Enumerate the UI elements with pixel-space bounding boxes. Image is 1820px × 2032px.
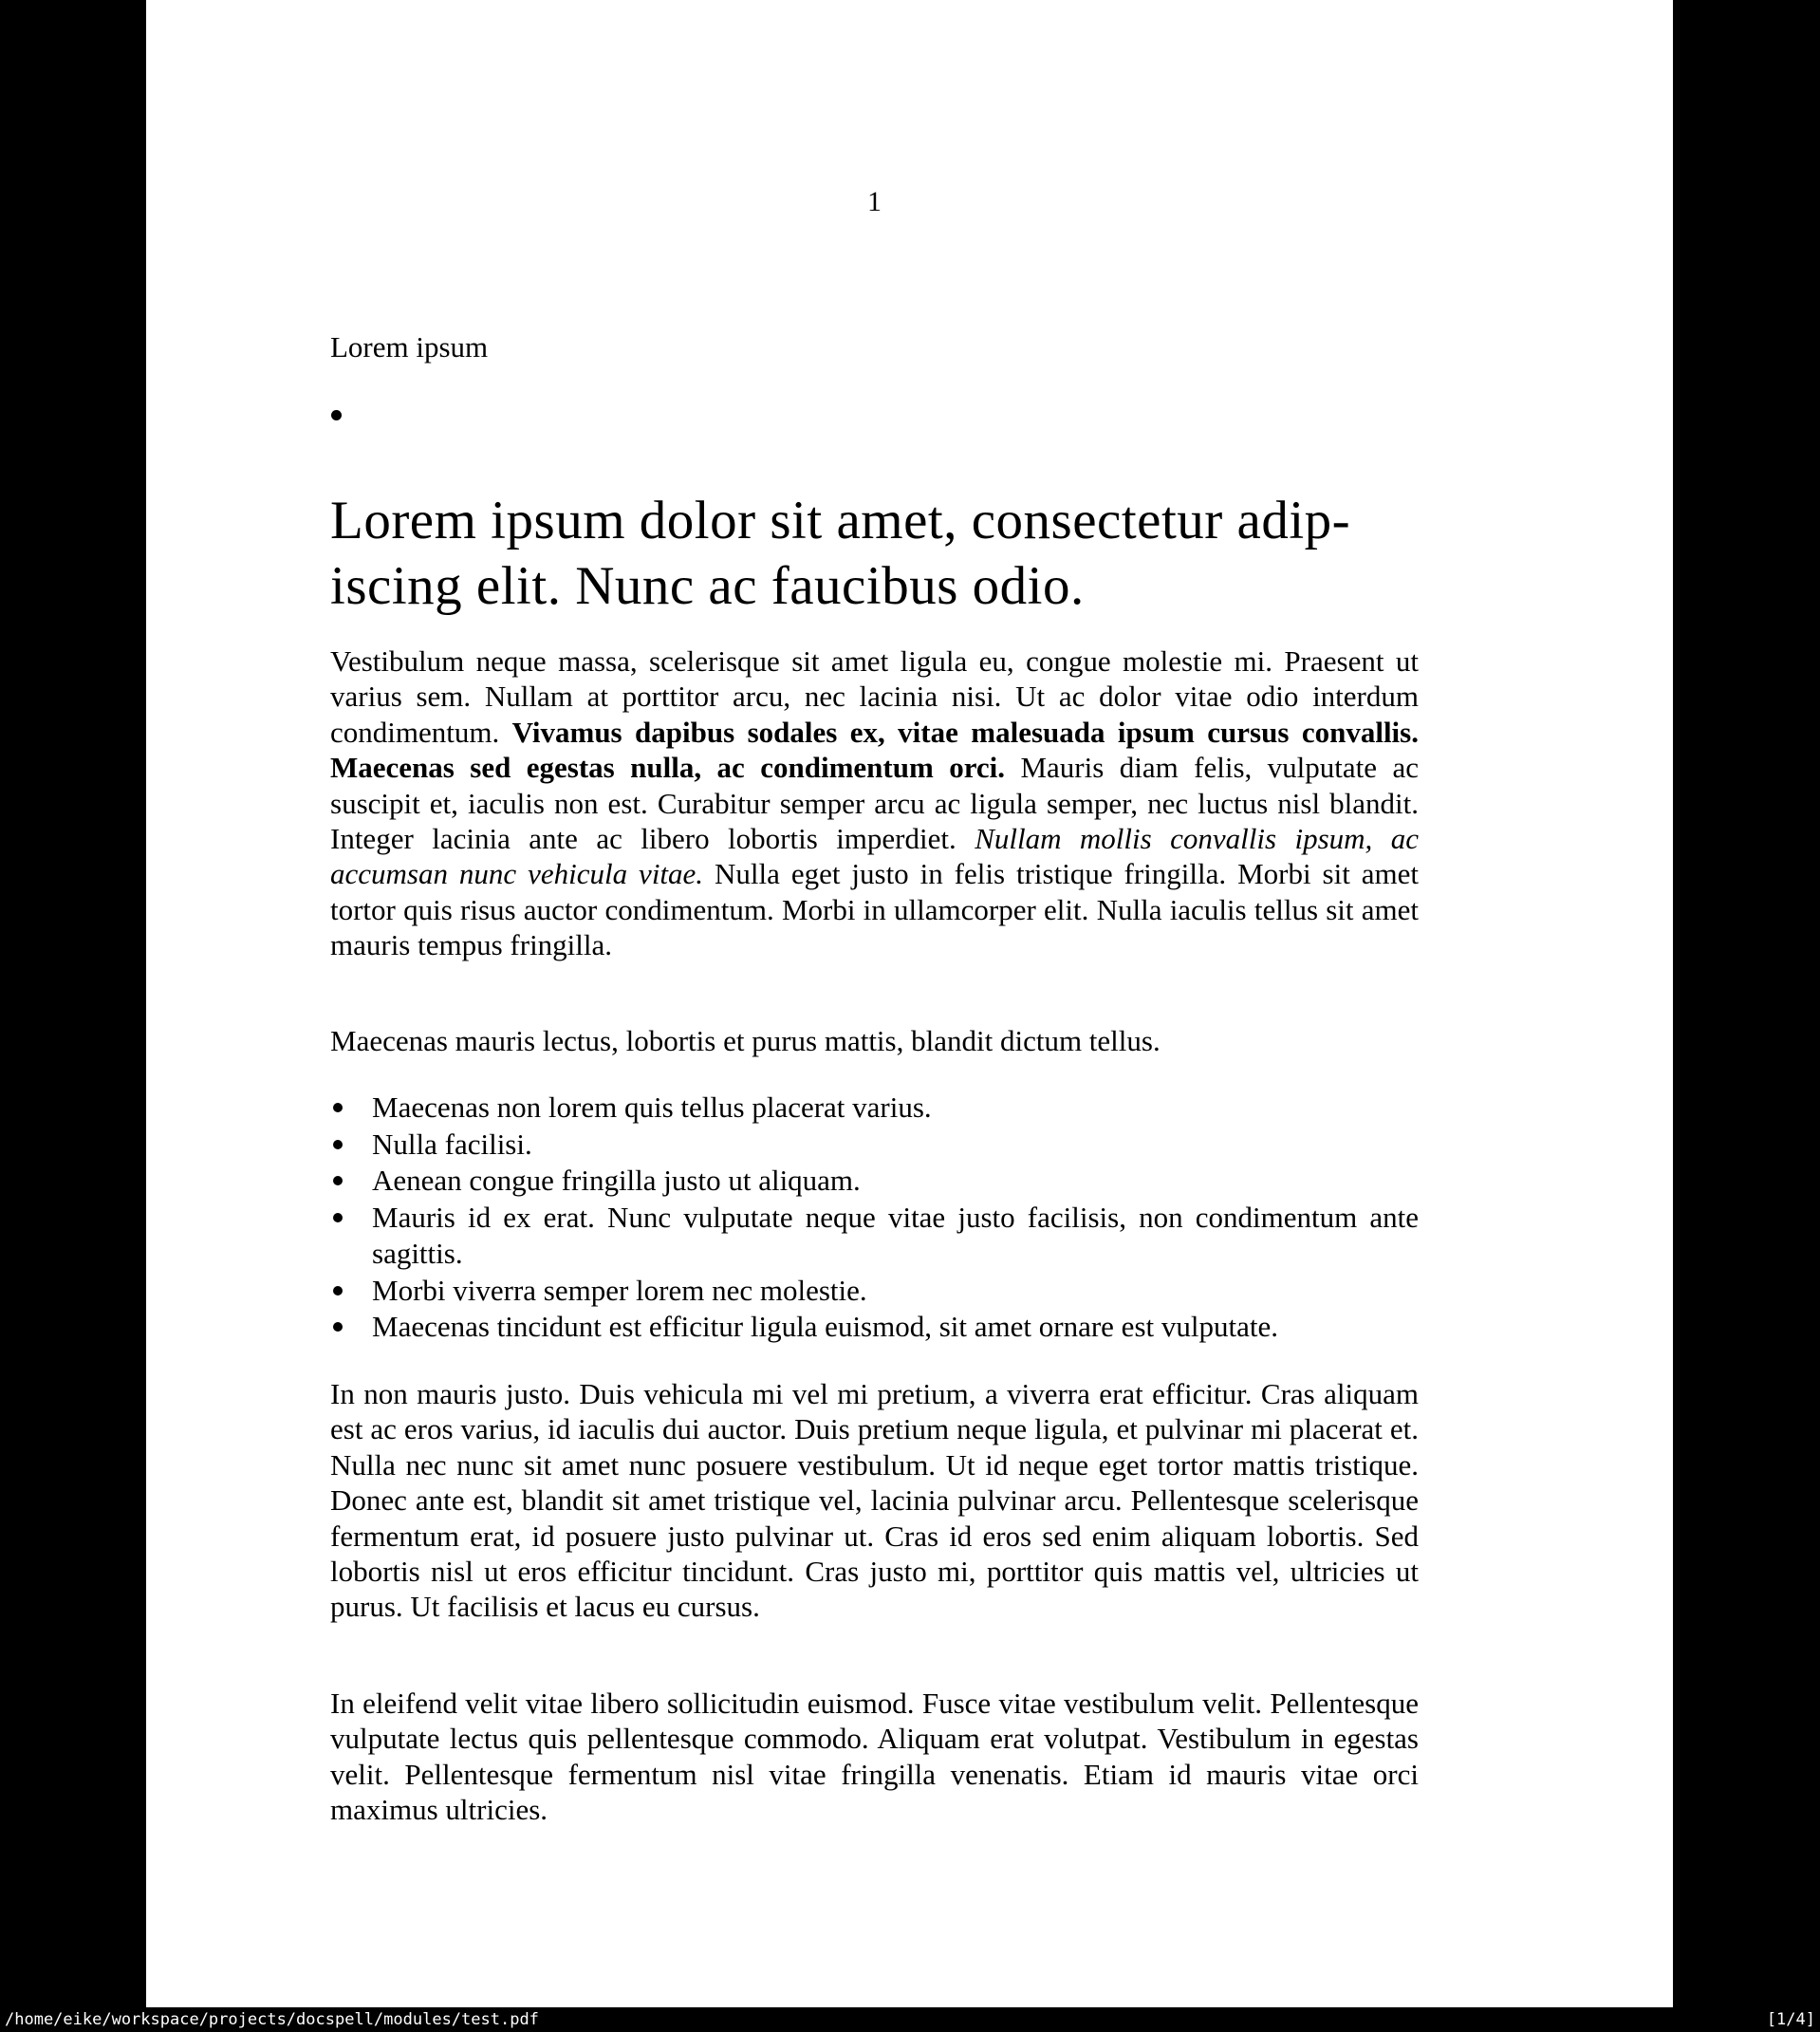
- heading-line-1: Lorem ipsum dolor sit amet, consectetur adip-: [330, 491, 1351, 550]
- paragraph-1: [330, 643, 1419, 963]
- list-item: Aenean congue fringilla justo ut aliquam.: [330, 1163, 1419, 1200]
- document-heading: [330, 488, 1419, 619]
- statusbar-page-indicator: [1/4]: [1766, 2010, 1815, 2029]
- bullet-marker: [331, 410, 342, 420]
- list-item: Nulla facilisi.: [330, 1127, 1419, 1164]
- list-item: Morbi viverra semper lorem nec molestie.: [330, 1273, 1419, 1310]
- list-item: Mauris id ex erat. Nunc vulputate neque vitae justo facilisis, non condimentum ante sagittis.: [330, 1200, 1419, 1273]
- paragraph-2: Maecenas mauris lectus, lobortis et purus mattis, blandit dictum tellus.: [330, 1024, 1161, 1057]
- statusbar: [0, 2007, 1820, 2032]
- paragraph-3: In non mauris justo. Duis vehicula mi vel mi pretium, a viverra erat efficitur. Cras aliquam est ac eros varius, id iaculis dui auctor. Duis pretium neque ligula, et pulvinar mi placerat et. Nulla nec nunc sit amet nunc posuere vestibulum. Ut id neque eget tortor mattis tristique. Donec ante est, blandit sit amet tristique vel, lacinia pulvinar arcu. Pellentesque scelerisque fermentum erat, id posuere justo pulvinar ut. Cras id eros sed enim aliquam lobortis. Sed lobortis nisl ut eros efficitur tincidunt. Cras justo mi, porttitor quis mattis vel, ultricies ut purus. Ut facilisis et lacus eu cursus.: [330, 1377, 1419, 1624]
- page-number: 1: [867, 186, 882, 217]
- paragraph-1-bold-text: Vivamus dapibus sodales ex, vitae malesuada ipsum cursus convallis. Maecenas sed egestas nulla, ac condimentum orci.: [330, 715, 1419, 785]
- paragraph-1-text: Mauris diam felis, vulputate ac suscipit et, iaculis non est. Curabitur semper arcu ac ligula semper, nec luctus nisl blandit. Integer lacinia ante ac libero lobortis imperdiet.: [330, 751, 1419, 856]
- paragraph-1-text: Nulla eget justo in felis tristique fringilla. Morbi sit amet tortor quis risus auctor condimentum. Morbi in ullamcorper elit. Nulla iaculis tellus sit amet mauris tempus fringilla.: [330, 857, 1419, 962]
- paragraph-1-text: Vestibulum neque massa, scelerisque sit amet ligula eu, congue molestie mi. Praesent ut varius sem. Nullam at porttitor arcu, nec lacinia nisi. Ut ac dolor vitae odio interdum condimentum.: [330, 644, 1419, 749]
- statusbar-file-path: /home/eike/workspace/projects/docspell/modules/test.pdf: [5, 2010, 539, 2029]
- bullet-list: [330, 1090, 1419, 1346]
- paragraph-4: In eleifend velit vitae libero sollicitudin euismod. Fusce vitae vestibulum velit. Pellentesque vulputate lectus quis pellentesque commodo. Aliquam erat volutpat. Vestibulum in egestas velit. Pellentesque fermentum nisl vitae fringilla venenatis. Etiam id mauris vitae orci maximus ultricies.: [330, 1687, 1419, 1827]
- intro-label: Lorem ipsum: [330, 330, 489, 364]
- paragraph-1-italic-text: Nullam mollis convallis ipsum, ac accumsan nunc vehicula vitae.: [330, 822, 1420, 891]
- pdf-page: [146, 0, 1673, 2007]
- heading-line-2: iscing elit. Nunc ac faucibus odio.: [330, 556, 1085, 616]
- list-item: Maecenas tincidunt est efficitur ligula euismod, sit amet ornare est vulputate.: [330, 1309, 1419, 1346]
- list-item: Maecenas non lorem quis tellus placerat varius.: [330, 1090, 1419, 1127]
